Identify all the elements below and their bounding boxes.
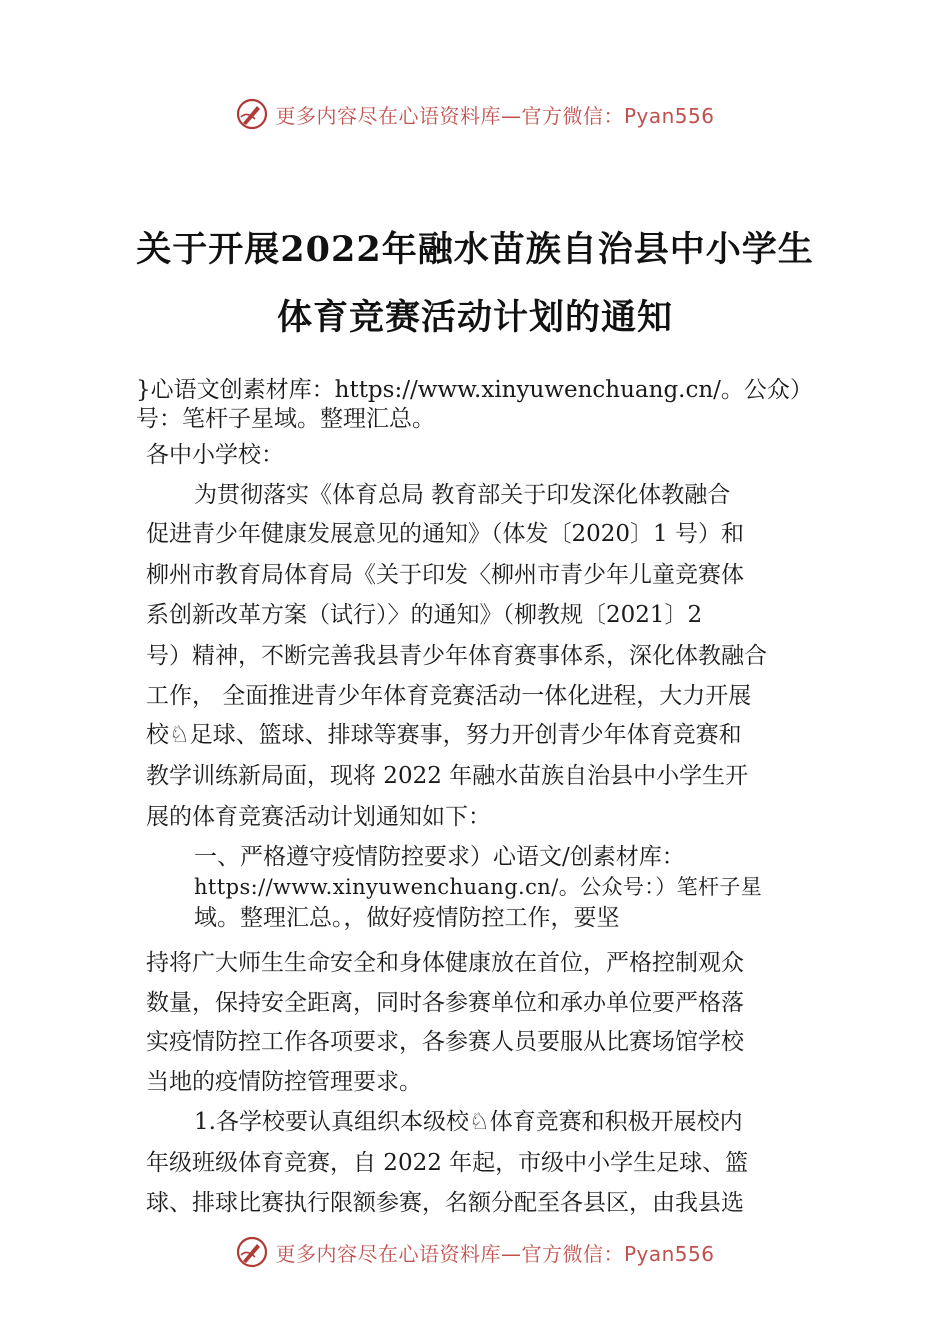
body-line: 工作， 全面推进青少年体育竞赛活动一体化进程，大力开展 — [146, 683, 752, 709]
body-line: 校♘足球、篮球、排球等赛事，努力开创青少年体育竞赛和 — [146, 722, 742, 748]
body-line: 数量，保持安全距离，同时各参赛单位和承办单位要严格落 — [146, 990, 744, 1016]
body-line: 球、排球比赛执行限额参赛，名额分配至各县区，由我县选 — [146, 1190, 744, 1216]
body-line: 持将广大师生生命安全和身体健康放在首位，严格控制观众 — [146, 950, 744, 976]
section-heading-line: 一、严格遵守疫情防控要求）心语文/创素材库： — [194, 844, 685, 870]
body-line: 当地的疫情防控管理要求。 — [146, 1069, 422, 1095]
source-note-line: }心语文创素材库：https://www.xinyuwenchuang.cn/。公众） — [136, 377, 813, 403]
body-line: 促进青少年健康发展意见的通知》（体发〔2020〕1 号）和 — [146, 521, 744, 547]
section-heading-line: 域。整理汇总。，做好疫情防控工作，要坚 — [194, 905, 620, 931]
watermark-banner-top — [0, 94, 950, 134]
body-line: 教学训练新局面，现将 2022 年融水苗族自治县中小学生开 — [146, 763, 749, 789]
pen-logo-icon — [235, 97, 269, 131]
body-line: 年级班级体育竞赛，自 2022 年起，市级中小学生足球、篮 — [146, 1150, 749, 1176]
section-heading-line: https://www.xinyuwenchuang.cn/。公众号：）笔杆子星 — [194, 875, 763, 899]
body-line: 为贯彻落实《体育总局 教育部关于印发深化体教融合 — [194, 482, 731, 508]
salutation: 各中小学校： — [146, 442, 284, 468]
body-line: 号）精神，不断完善我县青少年体育赛事体系，深化体教融合 — [146, 643, 767, 669]
source-note-line: 号：笔杆子星域。整理汇总。 — [136, 406, 435, 432]
document-title-line-2: 体育竞赛活动计划的通知 — [276, 297, 673, 338]
body-line: 柳州市教育局体育局《关于印发〈柳州市青少年儿童竞赛体 — [146, 562, 744, 588]
document-title-line-1: 关于开展2022年融水苗族自治县中小学生 — [136, 229, 814, 270]
pen-logo-icon — [235, 1235, 269, 1269]
watermark-text: 更多内容尽在心语资料库—官方微信：Pyan556 — [275, 103, 715, 128]
watermark-banner-bottom — [0, 1232, 950, 1272]
body-line: 系创新改革方案（试行）〉的通知》（柳教规〔2021〕2 — [146, 602, 703, 628]
body-line: 展的体育竞赛活动计划通知如下： — [146, 804, 491, 830]
body-line: 1.各学校要认真组织本级校♘体育竞赛和积极开展校内 — [194, 1109, 743, 1135]
body-line: 实疫情防控工作各项要求，各参赛人员要服从比赛场馆学校 — [146, 1029, 744, 1055]
watermark-text: 更多内容尽在心语资料库—官方微信：Pyan556 — [275, 1241, 715, 1266]
